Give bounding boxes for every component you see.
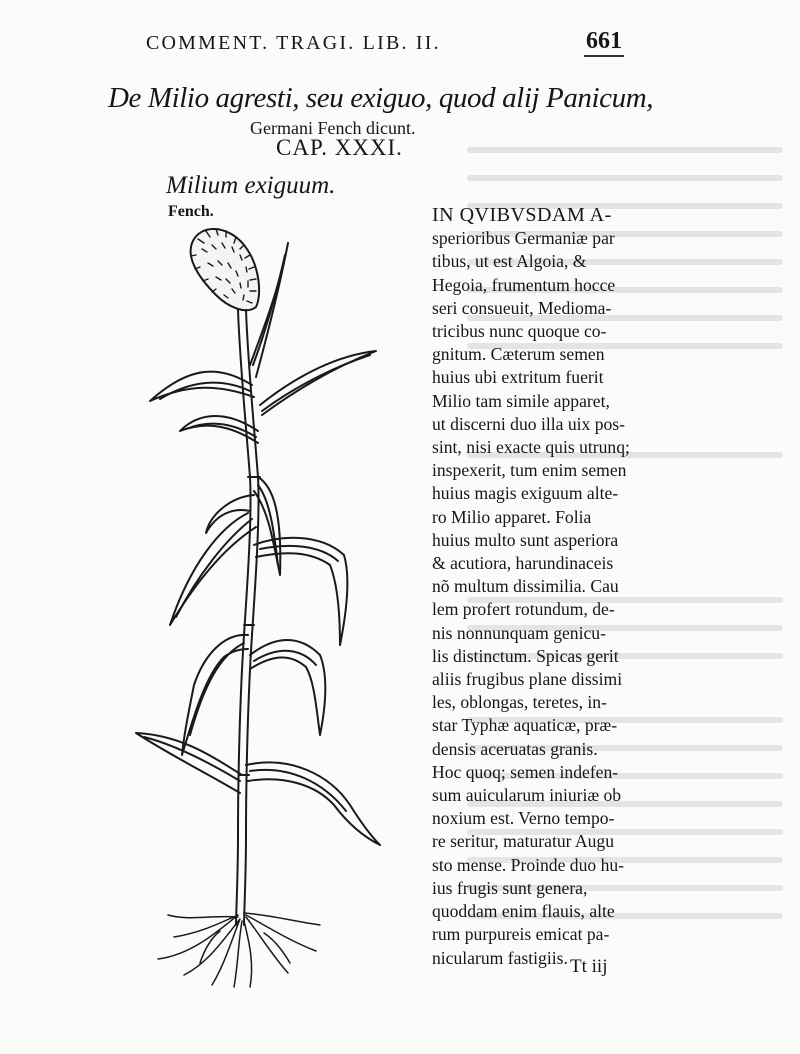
leaf xyxy=(250,640,325,735)
stem xyxy=(236,310,260,925)
signature-mark: Tt iij xyxy=(570,956,608,977)
body-line: sum auicularum iniuriæ ob xyxy=(432,785,622,806)
body-line: quoddam enim flauis, alte xyxy=(432,901,615,922)
body-line: noxium est. Verno tempo- xyxy=(432,808,615,829)
body-line: tricibus nunc quoque co- xyxy=(432,321,607,342)
folio-number: 661 xyxy=(584,28,624,57)
body-line: ut discerni duo illa uix pos- xyxy=(432,413,626,434)
body-line: lis distinctum. Spicas gerit xyxy=(432,645,619,666)
body-line: les, oblongas, teretes, in- xyxy=(432,692,607,713)
millet-plant-woodcut xyxy=(120,215,420,995)
body-line: tibus, ut est Algoia, & xyxy=(432,251,587,272)
body-line: Hegoia, frumentum hocce xyxy=(432,274,616,295)
leaf xyxy=(150,372,254,401)
body-line: gnitum. Cæterum semen xyxy=(432,344,605,365)
body-line: rum purpureis emicat pa- xyxy=(432,924,610,945)
body-line: sto mense. Proinde duo hu- xyxy=(432,854,625,875)
body-line: Milio tam simile apparet, xyxy=(432,390,610,411)
leaf xyxy=(182,635,248,755)
body-line: ro Milio apparet. Folia xyxy=(432,506,592,527)
leaf xyxy=(246,762,380,845)
body-line: nis nonnunquam genicu- xyxy=(432,622,606,643)
running-head: COMMENT. TRAGI. LIB. II. xyxy=(146,32,441,54)
body-line: sperioribus Germaniæ par xyxy=(432,228,615,249)
body-line: nõ multum dissimilia. Cau xyxy=(432,576,619,597)
body-text xyxy=(432,204,662,970)
leaf xyxy=(260,351,376,415)
body-line: re seritur, maturatur Augu xyxy=(432,831,615,852)
chapter-number: CAP. XXXI. xyxy=(276,135,403,160)
body-line: inspexerit, tum enim semen xyxy=(432,460,627,481)
leaf xyxy=(250,243,288,377)
body-line: huius ubi extritum fuerit xyxy=(432,367,604,388)
body-line: aliis frugibus plane dissimi xyxy=(432,669,623,690)
body-line: lem profert rotundum, de- xyxy=(432,599,615,620)
body-line: star Typhæ aquaticæ, præ- xyxy=(432,715,618,736)
plant-name-latin: Milium exiguum. xyxy=(166,172,336,199)
body-line: & acutiora, harundinaceis xyxy=(432,553,614,574)
roots xyxy=(158,913,320,987)
body-line: huius multo sunt asperiora xyxy=(432,529,619,550)
body-line: densis aceruatas granis. xyxy=(432,738,598,759)
body-line: IN QVIBVSDAM A- xyxy=(432,204,612,226)
plant-name-german: Fench. xyxy=(168,203,214,220)
chapter-title: De Milio agresti, seu exiguo, quod alij Panicum, xyxy=(108,82,654,114)
chapter-subtitle: Germani Fench dicunt. xyxy=(250,118,416,138)
body-line: Hoc quoq; semen indefen- xyxy=(432,761,619,782)
leaf xyxy=(136,733,242,793)
leaf xyxy=(254,538,347,645)
leaf xyxy=(170,495,256,625)
body-line: ius frugis sunt genera, xyxy=(432,877,588,898)
body-line: seri consueuit, Medioma- xyxy=(432,297,612,318)
body-line: sint, nisi exacte quis utrunq; xyxy=(432,437,630,458)
body-line: nicularum fastigiis. xyxy=(432,947,568,968)
seed-head xyxy=(191,229,260,310)
body-line: huius magis exiguum alte- xyxy=(432,483,619,504)
